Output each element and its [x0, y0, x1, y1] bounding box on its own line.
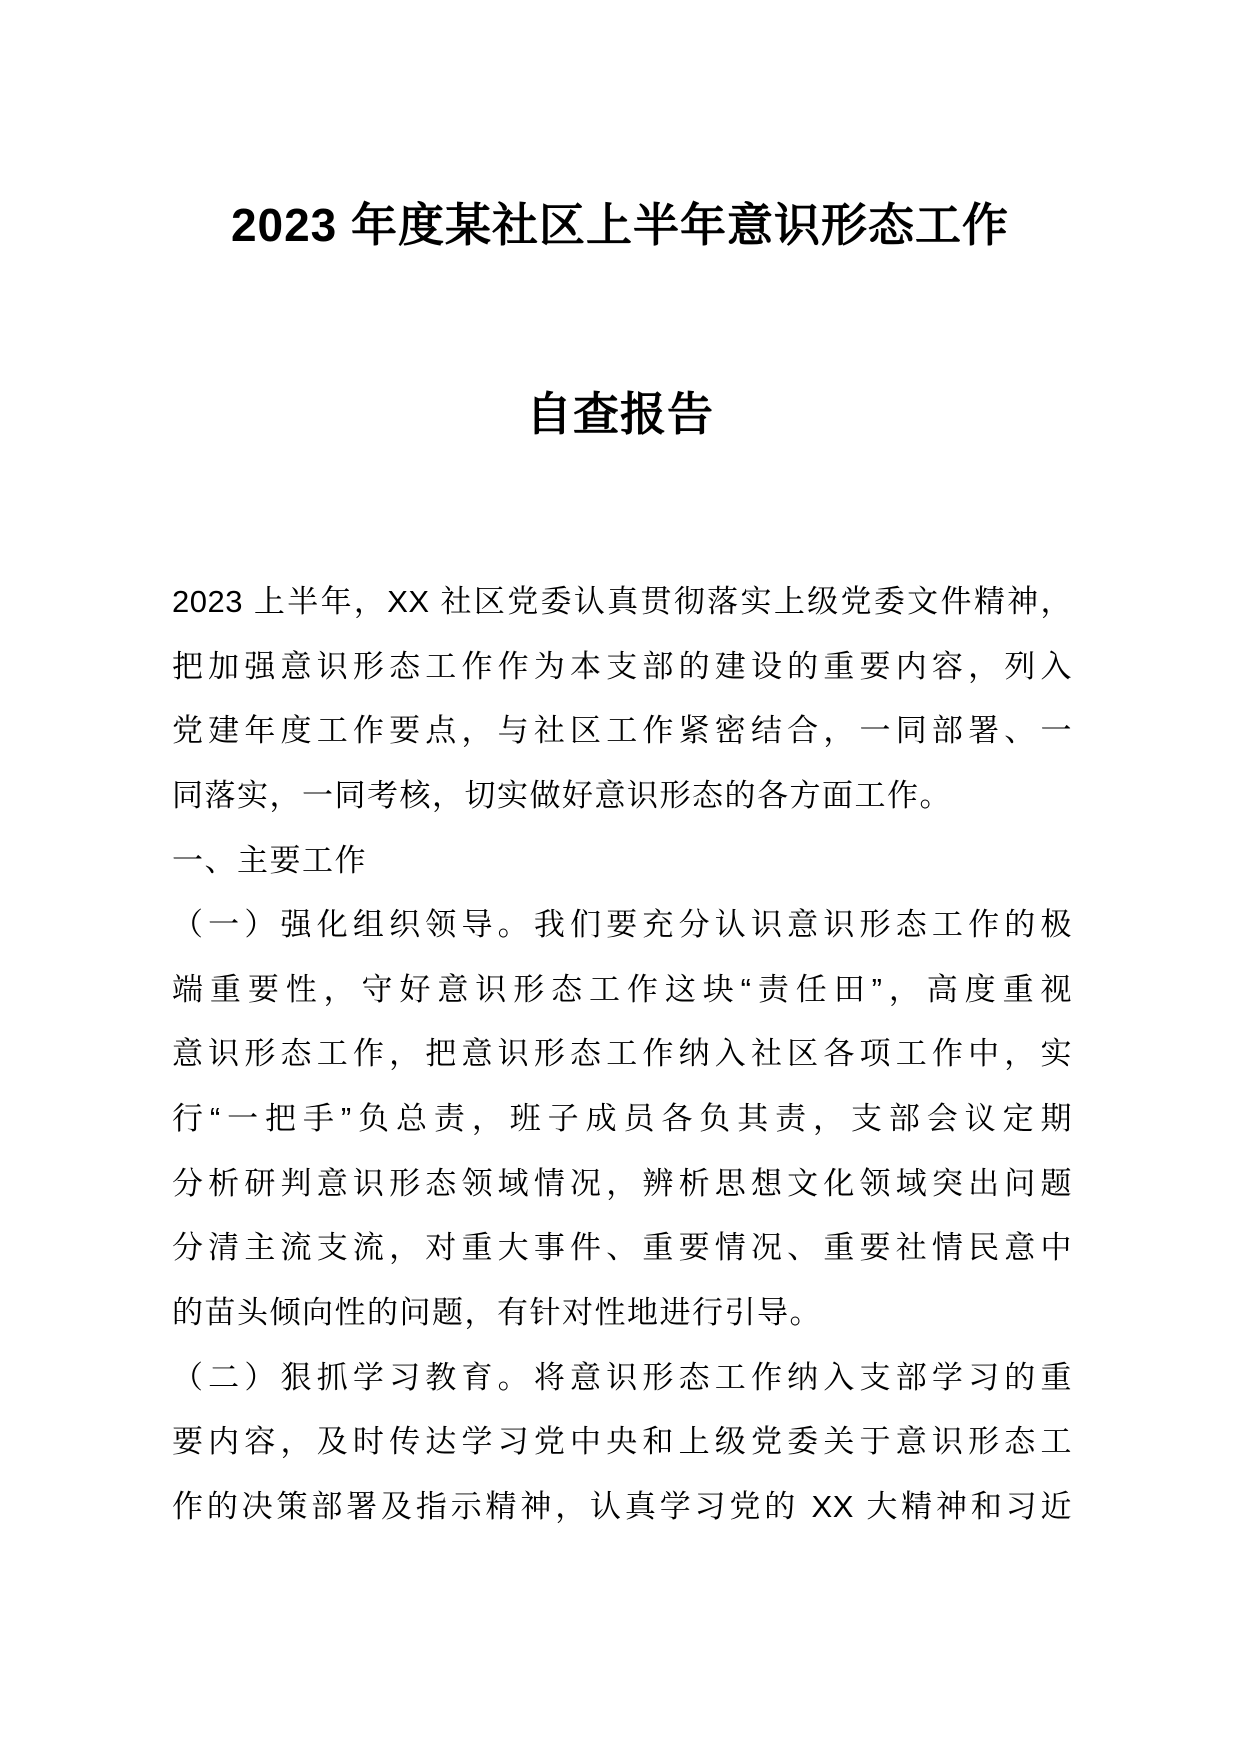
body-line-12: 的苗头倾向性的问题，有针对性地进行引导。 — [172, 1295, 822, 1331]
body-line-15: 作的决策部署及指示精神，认真学习党的 XX 大精神和习近 — [172, 1488, 1072, 1524]
body-line-3: 党建年度工作要点，与社区工作紧密结合，一同部署、一 — [172, 713, 1072, 749]
body-line-11: 分清主流支流，对重大事件、重要情况、重要社情民意中 — [172, 1230, 1072, 1266]
body-line-6: （一）强化组织领导。我们要充分认识意识形态工作的极 — [172, 907, 1072, 943]
body-line-5-section-heading: 一、主要工作 — [172, 842, 367, 878]
body-line-9: 行“一把手”负总责，班子成员各负其责，支部会议定期 — [172, 1101, 1072, 1137]
document-title-line-1: 2023 年度某社区上半年意识形态工作 — [230, 199, 1010, 251]
body-line-8: 意识形态工作，把意识形态工作纳入社区各项工作中，实 — [172, 1036, 1072, 1072]
body-line-7: 端重要性，守好意识形态工作这块“责任田”，高度重视 — [172, 971, 1072, 1007]
document-body — [172, 570, 1072, 1540]
body-line-2: 把加强意识形态工作作为本支部的建设的重要内容，列入 — [172, 648, 1072, 684]
body-line-10: 分析研判意识形态领域情况，辨析思想文化领域突出问题 — [172, 1165, 1072, 1201]
body-line-13: （二）狠抓学习教育。将意识形态工作纳入支部学习的重 — [172, 1359, 1072, 1395]
body-line-1: 2023 上半年，XX 社区党委认真贯彻落实上级党委文件精神， — [172, 584, 1072, 619]
body-line-4: 同落实，一同考核，切实做好意识形态的各方面工作。 — [172, 777, 952, 813]
document-title-line-2: 自查报告 — [526, 388, 714, 440]
body-line-14: 要内容，及时传达学习党中央和上级党委关于意识形态工 — [172, 1424, 1072, 1460]
